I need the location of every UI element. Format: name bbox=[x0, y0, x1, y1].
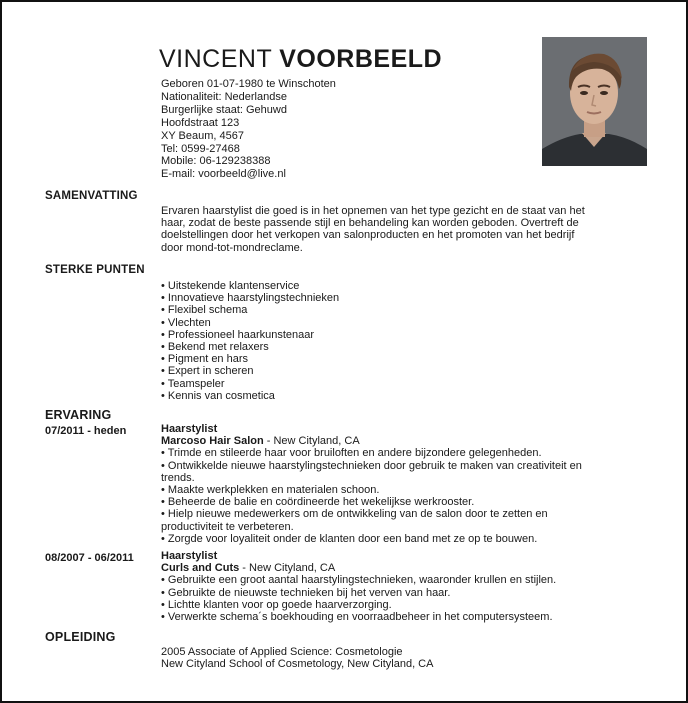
list-item: • Expert in scheren bbox=[161, 365, 254, 378]
job-entry bbox=[161, 550, 641, 623]
summary-text bbox=[161, 205, 641, 254]
list-item: • Bekend met relaxers bbox=[161, 341, 269, 354]
strengths-heading: STERKE PUNTEN bbox=[45, 264, 145, 276]
list-item: • Professioneel haarkunstenaar bbox=[161, 328, 315, 341]
list-item: • Vlechten bbox=[161, 316, 211, 329]
contact-details bbox=[161, 78, 336, 181]
job-line: • Maakte werkplekken en materialen schoon. bbox=[161, 484, 380, 497]
list-item: • Pigment en hars bbox=[161, 353, 249, 366]
company-location: - New Cityland, CA bbox=[263, 435, 360, 448]
profile-photo bbox=[542, 37, 647, 166]
list-item: • Innovatieve haarstylingstechnieken bbox=[161, 292, 340, 305]
contact-line: Geboren 01-07-1980 te Winschoten bbox=[161, 78, 336, 90]
job-line: • Trimde en stileerde haar voor bruiloften en andere bijzondere gelegenheden. bbox=[161, 447, 542, 460]
job-entry bbox=[161, 423, 641, 545]
candidate-name bbox=[159, 45, 442, 73]
education-line: 2005 Associate of Applied Science: Cosmetologie bbox=[161, 646, 403, 658]
job-period: 08/2007 - 06/2011 bbox=[45, 552, 134, 564]
summary-line: haar, zodat de beste passende stijl en behandeling kan worden geboden. Overtreft de bbox=[161, 217, 579, 230]
company-name: Marcoso Hair Salon bbox=[161, 435, 264, 448]
job-line: • Ontwikkelde nieuwe haarstylingstechnieken door gebruik te maken van creativiteit en bbox=[161, 459, 582, 472]
summary-heading: SAMENVATTING bbox=[45, 190, 138, 202]
job-period: 07/2011 - heden bbox=[45, 425, 127, 437]
list-item: • Flexibel schema bbox=[161, 304, 248, 317]
job-line: • Hielp nieuwe medewerkers om de ontwikkeling van de salon door te zetten en bbox=[161, 508, 548, 521]
job-title: Haarstylist bbox=[161, 423, 218, 435]
company-name: Curls and Cuts bbox=[161, 562, 240, 575]
strengths-list bbox=[161, 280, 641, 402]
job-title: Haarstylist bbox=[161, 550, 218, 562]
contact-line: E-mail: voorbeeld@live.nl bbox=[161, 168, 286, 181]
contact-line: Tel: 0599-27468 bbox=[161, 142, 240, 155]
portrait-illustration bbox=[542, 37, 647, 166]
summary-line: door mond-tot-mondreclame. bbox=[161, 241, 303, 254]
list-item: • Teamspeler bbox=[161, 377, 225, 390]
education-heading: OPLEIDING bbox=[45, 630, 116, 644]
list-item: • Uitstekende klantenservice bbox=[161, 280, 300, 292]
contact-line: Nationaliteit: Nederlandse bbox=[161, 90, 287, 103]
job-line: trends. bbox=[161, 471, 195, 484]
job-line: • Verwerkte schema´s boekhouding en voorraadbeheer in het computersysteem. bbox=[161, 611, 553, 624]
summary-line: doelstellingen door het verkopen van salonproducten en het promoten van het bedrijf bbox=[161, 229, 575, 242]
education-text bbox=[161, 646, 641, 670]
job-line: • Beheerde de balie en coördineerde het wekelijkse werkrooster. bbox=[161, 496, 475, 509]
company-location: - New Cityland, CA bbox=[239, 562, 336, 575]
first-name: VINCENT bbox=[159, 45, 272, 73]
job-line: • Zorgde voor loyaliteit onder de klanten door een band met ze op te bouwen. bbox=[161, 532, 538, 545]
job-line: • Gebruikte een groot aantal haarstylingstechnieken, waaronder krullen en stijlen. bbox=[161, 574, 557, 587]
contact-line: Burgerlijke staat: Gehuwd bbox=[161, 103, 287, 116]
job-line: • Lichtte klanten voor op goede haarverzorging. bbox=[161, 598, 392, 611]
job-line: • Gebruikte de nieuwste technieken bij het verven van haar. bbox=[161, 586, 451, 599]
contact-line: Mobile: 06-129238388 bbox=[161, 155, 271, 168]
experience-heading: ERVARING bbox=[45, 408, 112, 422]
contact-line: Hoofdstraat 123 bbox=[161, 116, 240, 129]
last-name: VOORBEELD bbox=[279, 45, 443, 73]
job-company bbox=[161, 435, 641, 447]
list-item: • Kennis van cosmetica bbox=[161, 389, 275, 402]
summary-line: Ervaren haarstylist die goed is in het opnemen van het type gezicht en de staat van het bbox=[161, 205, 585, 217]
education-line: New Cityland School of Cosmetology, New Cityland, CA bbox=[161, 658, 434, 671]
job-company bbox=[161, 562, 641, 574]
contact-line: XY Beaum, 4567 bbox=[161, 129, 244, 142]
job-line: productiviteit te verbeteren. bbox=[161, 520, 294, 533]
